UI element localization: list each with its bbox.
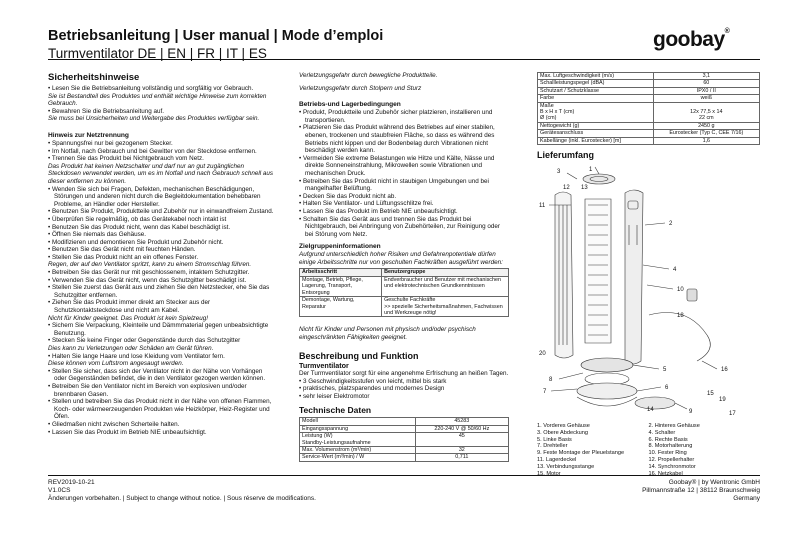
list-item: • Halten Sie Ventilator- und Lüftungsschlitze frei.: [299, 200, 509, 208]
table-cell: IPX0 / II: [653, 87, 759, 94]
table-cell: 2450 g: [653, 122, 759, 129]
text-item: • Ziehen Sie das Produkt immer direkt am Stecker aus der Schutzkontaktsteckdose und nicht am Kabel.: [48, 299, 211, 315]
desc-text: Der Turmventilator sorgt für eine angenehme Erfrischung an heißen Tagen.: [299, 370, 509, 377]
part-number-label: 10: [677, 287, 684, 294]
text-item: • Halten Sie lange Haare und lose Kleidung vom Ventilator fern.: [48, 352, 225, 360]
table-cell: Max. Volumenstrom (m³/min): [300, 447, 416, 454]
footer-divider: [48, 475, 760, 476]
parts-list: [537, 423, 760, 477]
text-item: • Benutzen Sie Produkt, Produktteile und Zubehör nur in einwandfreiem Zustand.: [48, 208, 274, 216]
table-header: Benutzergruppe: [382, 269, 509, 276]
safety-title: Sicherheitshinweise: [48, 72, 140, 83]
text-item: Nicht für Kinder geeignet. Das Produkt ist kein Spielzeug!: [48, 314, 208, 322]
table-cell: Geschulte Fachkräfte >> spezielle Sicherheitsmaßnahmen, Fachwissen und Werkzeuge nötig!: [382, 297, 509, 317]
page-title: Betriebsanleitung | User manual | Mode d’emploi: [48, 28, 384, 44]
text-item: Sie ist Bestandteil des Produktes und enthält wichtige Hinweise zum korrekten Gebrauch.: [48, 92, 267, 108]
table-cell: Gerätesanschluss: [538, 130, 654, 137]
part-list-item: 4. Schalter: [648, 429, 676, 436]
table-cell: Demontage, Wartung, Reparatur: [300, 297, 382, 317]
part-number-label: 13: [581, 185, 588, 192]
table-row: [538, 87, 760, 94]
table-cell: 1,6: [653, 137, 759, 144]
text-item: • Im Notfall, nach Gebrauch und bei Gewitter von der Steckdose entfernen.: [48, 147, 257, 155]
text-item: • Verwenden Sie das Gerät nicht, wenn das Schutzgitter beschädigt ist.: [48, 276, 247, 284]
table-cell: Montage, Betrieb, Pflege, Lagerung, Transport, Entsorgung: [300, 276, 382, 296]
part-number-label: 11: [539, 203, 546, 210]
table-row: [300, 447, 509, 454]
table-cell: 0,711: [415, 454, 508, 461]
table-row: [538, 102, 760, 122]
text-item: • Stecken Sie keine Finger oder Gegenstände durch das Schutzgitter: [48, 337, 241, 345]
table-row: [538, 95, 760, 102]
table-row: [538, 73, 760, 80]
table-cell: 32: [415, 447, 508, 454]
text-item: Diese können vom Luftstrom angesaugt werden.: [48, 360, 184, 368]
part-number-label: 7: [543, 389, 547, 396]
table-cell: Eingangsspannung: [300, 425, 416, 432]
version: V1.0CS: [48, 487, 71, 494]
list-item: • Schalten Sie das Gerät aus und trennen Sie das Produkt bei Nichtgebrauch, bei Anbringung von Zubehörteilen, zur Reinigung oder bei Störung vom Netz.: [299, 216, 509, 239]
text-item: • Betreiben Sie den Ventilator nicht im Bereich von explosiven und/oder brennbaren Gasen.: [48, 382, 247, 398]
table-cell: Endverbraucher und Benutzer mit mechanischen und elektrotechnischen Grundkenntnissen: [382, 276, 509, 296]
table-cell: 220-240 V @ 50/60 Hz: [415, 425, 508, 432]
text-item: • Gliedmaßen nicht zwischen Scherteile halten.: [48, 420, 180, 428]
country: Germany: [733, 495, 760, 502]
text-item: • Trennen Sie das Produkt bei Nichtgebrauch vom Netz.: [48, 155, 204, 163]
part-number-label: 14: [647, 407, 654, 414]
part-number-label: 15: [707, 391, 714, 398]
list-item: • sehr leiser Elektromotor: [299, 393, 509, 401]
table-row: [300, 454, 509, 461]
part-list-item: 3. Obere Abdeckung: [537, 429, 589, 436]
list-item: • Betreiben Sie das Produkt nicht in staubigen Umgebungen und bei mangelhafter Belüftung.: [299, 178, 509, 193]
target-text: Aufgrund unterschiedlich hoher Risiken und Gefahrenpotentiale dürfen einige Arbeitsschritte nur von geschulten Fachkräften ausgeführt werden:: [299, 251, 503, 266]
list-item: • praktisches, platzsparendes und modernes Design: [299, 385, 509, 393]
text-item: • Bewahren Sie die Betriebsanleitung auf.: [48, 107, 164, 115]
list-item: • 3 Geschwindigkeitsstufen von leicht, mittel bis stark: [299, 378, 509, 386]
target-table: [299, 268, 509, 317]
part-list-item: 12. Propellerhalter: [648, 457, 695, 464]
table-row: [538, 122, 760, 129]
text-item: • Stellen Sie das Produkt nicht an ein offenes Fenster.: [48, 253, 199, 261]
text-item: • Benutzen Sie das Produkt nicht, wenn das Kabel beschädigt ist.: [48, 223, 231, 231]
part-list-item: 5. Linke Basis: [537, 436, 572, 443]
table-cell: 12x 77,5 x 14 22 cm: [653, 102, 759, 122]
part-list-item: 16. Netzkabel: [648, 470, 683, 477]
list-item: • Decken Sie das Produkt nicht ab.: [299, 193, 509, 201]
table-cell: Schallleistungspegel (dBA): [538, 80, 654, 87]
text-item: Das Produkt hat keinen Netzschalter und darf nur an gut zugänglichen Steckdosen verwendet werden, um es im Notfall und nach Gebrauch schnell aus dieser entfernen zu können.: [48, 162, 274, 185]
text-item: Regen, der auf den Ventilator spritzt, kann zu einem Stromschlag führen.: [48, 261, 252, 269]
table-row: [300, 297, 509, 317]
op-title: Betriebs-und Lagerbedingungen: [299, 101, 401, 109]
table-cell: weiß: [653, 95, 759, 102]
part-number-label: 1: [589, 167, 593, 174]
logo-mark: ®: [724, 28, 730, 35]
table-header: Arbeitsschritt: [300, 269, 382, 276]
table-row: [538, 80, 760, 87]
table-cell: Farbe: [538, 95, 654, 102]
desc-title: Beschreibung und Funktion: [299, 350, 419, 361]
op-items: [299, 109, 509, 238]
text-item: • Lassen Sie das Produkt im Betrieb NIE unbeaufsichtigt.: [48, 428, 207, 436]
table-row: [300, 418, 509, 425]
target-title: Zielgruppeninformationen: [299, 243, 381, 251]
header: [48, 28, 383, 62]
text-item: • Überprüfen Sie regelmäßig, ob das Gerätekabel noch intakt ist: [48, 215, 227, 223]
footer-right: [642, 479, 760, 503]
table-cell: 60: [653, 80, 759, 87]
table-cell: 45283: [415, 418, 508, 425]
goobay-logo: [653, 28, 729, 52]
table-row: [300, 276, 509, 296]
part-list-item: 14. Synchronmotor: [648, 463, 696, 470]
table-cell: Eurostecker (Typ C, CEE 7/16): [653, 130, 759, 137]
table-cell: Modell: [300, 418, 416, 425]
text-item: • Stellen und betreiben Sie das Produkt nicht in der Nähe von offenen Flammen, Koch- oder wärmeerzeugenden Produkten wie Heizkörper, Heiz-Register und Öfen.: [48, 398, 272, 421]
desc-subtitle: Turmventilator: [299, 360, 349, 370]
children-note: Nicht für Kinder und Personen mit physisch und/oder psychisch eingeschränkten Fähigkeiten geeignet.: [299, 326, 476, 341]
part-number-label: 5: [663, 367, 667, 374]
part-list-item: 2. Hinteres Gehäuse: [648, 423, 700, 430]
company: Goobay® | by Wentronic GmbH: [668, 479, 760, 486]
part-number-label: 18: [677, 313, 684, 320]
text-item: • Stellen Sie sicher, dass sich der Ventilator nicht in der Nähe von Vorhängen oder Gegenständen befindet, die in den Ventilator gezogen werden können.: [48, 367, 266, 383]
table-cell: 45: [415, 433, 508, 447]
part-list-item: 8. Motorhalterung: [648, 443, 693, 450]
revision: REV2019-10-21: [48, 479, 95, 486]
part-number-label: 4: [673, 267, 677, 274]
parts-list-left: [537, 423, 649, 477]
address: Pillmannstraße 12 | 38112 Braunschweig: [642, 487, 760, 494]
tech-title: Technische Daten: [299, 405, 372, 416]
scope-title: Lieferumfang: [537, 150, 595, 161]
desc-items: [299, 378, 509, 401]
list-item: • Produkt, Produktteile und Zubehör sicher platzieren, installieren und transportieren.: [299, 109, 509, 124]
part-number-label: 2: [669, 221, 673, 228]
page-subtitle: Turmventilator DE | EN | FR | IT | ES: [48, 46, 267, 61]
table-row: [538, 130, 760, 137]
part-list-item: 13. Verbindungsstange: [537, 463, 595, 470]
part-number-label: 9: [689, 409, 693, 416]
text-item: • Modifizieren und demontieren Sie Produkt und Zubehör nicht.: [48, 238, 224, 246]
operation-column: [299, 72, 509, 462]
logo-text: goobay: [653, 28, 725, 51]
table-cell: Leistung (W) Standby-Leistungsaufnahme: [300, 433, 416, 447]
part-number-label: 20: [539, 351, 546, 358]
table-cell: 3,1: [653, 73, 759, 80]
list-item: • Platzieren Sie das Produkt während des Betriebes auf einer stabilen, ebenen, trockenen und staubfreien Fläche, so dass es während des Betriebs nicht kippen und der Bodenbelag durch Vibrationen nicht beschädigt werden kann.: [299, 124, 509, 154]
text-item: • Spannungsfrei nur bei gezogenem Stecker.: [48, 139, 173, 147]
safety-column: [48, 72, 274, 436]
part-number-label: 8: [549, 377, 553, 384]
table-cell: Schutzart / Schutzklasse: [538, 87, 654, 94]
footer-left: [48, 479, 316, 503]
text-item: Dies kann zu Verletzungen oder Schäden am Gerät führen.: [48, 345, 214, 352]
exploded-view-figure: [537, 165, 760, 420]
part-number-label: 12: [563, 185, 570, 192]
part-number-label: 17: [729, 411, 736, 418]
table-cell: Max. Luftgeschwindigkeit (m/s): [538, 73, 654, 80]
part-number-label: 6: [665, 385, 669, 392]
table-cell: Maße B x H x T (cm) Ø (cm): [538, 102, 654, 122]
part-list-item: 1. Vorderes Gehäuse: [537, 423, 590, 430]
tech-table: [299, 417, 509, 461]
power-items: [48, 140, 274, 436]
header-divider: [48, 59, 760, 60]
text-item: Sie muss bei Unsicherheiten und Weitergabe des Produktes verfügbar sein.: [48, 115, 260, 123]
change-notice: Änderungen vorbehalten. | Subject to change without notice. | Sous réserve de modifications.: [48, 495, 316, 502]
power-title: Hinweis zur Netztrennung: [48, 131, 129, 139]
exploded-view-drawing: [537, 165, 760, 420]
table-row: [300, 425, 509, 432]
safety-intro: [48, 85, 274, 123]
text-item: • Sichern Sie Verpackung, Kleinteile und Dämmmaterial gegen unbeabsichtigte Benutzung.: [48, 322, 269, 337]
part-list-item: 10. Fester Ring: [648, 450, 687, 457]
text-item: • Lesen Sie die Betriebsanleitung vollständig und sorgfältig vor Gebrauch.: [48, 85, 254, 92]
table-cell: Kabellänge (inkl. Eurostecker) [m]: [538, 137, 654, 144]
part-list-item: 11. Lagerdeckel: [537, 457, 577, 464]
part-list-item: 15. Motor: [537, 470, 561, 477]
part-list-item: 9. Feste Montage der Pleuelstange: [537, 450, 625, 457]
scope-column: [537, 72, 760, 477]
table-cell: Nettogewicht (g): [538, 122, 654, 129]
table-cell: Service-Wert (m³/min) / W: [300, 454, 416, 461]
text-item: • Benutzen Sie das Gerät nicht mit feuchten Händen.: [48, 246, 196, 254]
part-number-label: 3: [557, 169, 561, 176]
part-number-label: 16: [721, 367, 728, 374]
text-item: • Betreiben Sie das Gerät nur mit geschlossenem, intaktem Schutzgitter.: [48, 269, 250, 277]
parts-list-right: [649, 423, 761, 477]
hazard-2: Verletzungsgefahr durch Stolpern und Sturz: [299, 84, 422, 92]
part-list-item: 6. Rechte Basis: [648, 436, 688, 443]
part-list-item: 7. Drehteller: [537, 443, 568, 450]
table-row: [538, 137, 760, 144]
table-row: [300, 433, 509, 447]
hazard-1: Verletzungsgefahr durch bewegliche Produktteile.: [299, 72, 438, 79]
list-item: • Vermeiden Sie extreme Belastungen wie Hitze und Kälte, Nässe und direkte Sonneneinstrahlung, Mikrowellen sowie Vibrationen und mechanischen Druck.: [299, 155, 509, 178]
spec-table: [537, 72, 760, 145]
list-item: • Lassen Sie das Produkt im Betrieb NIE unbeaufsichtigt.: [299, 208, 509, 216]
text-item: • Stellen Sie zuerst das Gerät aus und ziehen Sie den Netzstecker, ehe Sie das Schutzgitter entfernen.: [48, 284, 270, 299]
part-number-label: 19: [719, 397, 726, 404]
text-item: • Wenden Sie sich bei Fragen, Defekten, mechanischen Beschädigungen, Störungen und anderen nicht durch die Begleitdokumentation behebbaren Probleme, an Händler oder Hersteller.: [48, 185, 261, 208]
text-item: • Öffnen Sie niemals das Gehäuse.: [48, 231, 146, 239]
